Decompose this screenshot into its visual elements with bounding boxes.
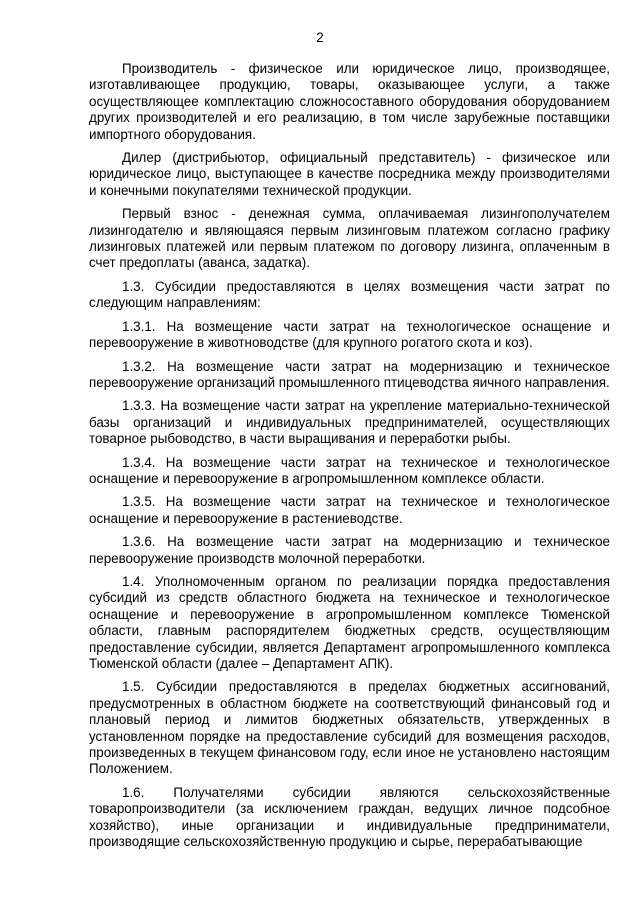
paragraph-1-6: 1.6. Получателями субсидии являются сельскохозяйственные товаропроизводители (за исключением граждан, ведущих личное подсобное хозяйство), иные организации и индивидуальные предприниматели, производящие сельскохозяйственную продукцию и сырье, перерабатывающие <box>89 784 610 850</box>
paragraph-1-3-5: 1.3.5. На возмещение части затрат на техническое и технологическое оснащение и перевооружение в растениеводстве. <box>89 494 610 526</box>
paragraph-1-3-1: 1.3.1. На возмещение части затрат на технологическое оснащение и перевооружение в животноводстве (для крупного рогатого скота и коз). <box>89 318 610 351</box>
page-number: 2 <box>316 30 324 45</box>
document-body <box>89 61 610 857</box>
paragraph-1-4: 1.4. Уполномоченным органом по реализации порядка предоставления субсидий из средств областного бюджета на техническое и технологическое оснащение и перевооружение в агропромышленном комплексе Тюменской области, главным распорядителем бюджетных средств, осуществляющим предоставление субсидии, является Департамент агропромышленного комплекса Тюменской области (далее – Департамент АПК). <box>89 573 610 671</box>
paragraph-1-5: 1.5. Субсидии предоставляются в пределах бюджетных ассигнований, предусмотренных в областном бюджете на соответствующий финансовый год и плановый период и лимитов бюджетных обязательств, утвержденных в установленном порядке на предоставление субсидий для возмещения расходов, произведенных в текущем финансовом году, если иное не установлено настоящим Положением. <box>89 679 610 777</box>
paragraph-first-payment-definition: Первый взнос - денежная сумма, оплачиваемая лизингополучателем лизингодателю и являющаяся первым лизинговым платежом согласно графику лизинговых платежей или первым платежом по договору лизинга, оплаченным в счет предоплаты (аванса, задатка). <box>89 206 610 271</box>
paragraph-1-3-3: 1.3.3. На возмещение части затрат на укрепление материально-технической базы организаций и индивидуальных предпринимателей, осуществляющих товарное рыбоводство, в части выращивания и переработки рыбы. <box>89 398 610 447</box>
paragraph-1-3: 1.3. Субсидии предоставляются в целях возмещения части затрат по следующим направлениям: <box>89 278 610 311</box>
paragraph-1-3-2: 1.3.2. На возмещение части затрат на модернизацию и техническое перевооружение организаций промышленного птицеводства яичного направления. <box>89 358 610 390</box>
paragraph-1-3-4: 1.3.4. На возмещение части затрат на техническое и технологическое оснащение и перевооружение в агропромышленном комплексе области. <box>89 454 610 486</box>
paragraph-1-3-6: 1.3.6. На возмещение части затрат на модернизацию и техническое перевооружение производств молочной переработки. <box>89 534 610 566</box>
paragraph-dealer-definition: Дилер (дистрибьютор, официальный представитель) - физическое или юридическое лицо, выступающее в качестве посредника между производителями и конечными покупателями технической продукции. <box>89 150 610 198</box>
paragraph-manufacturer-definition: Производитель - физическое или юридическое лицо, производящее, изготавливающее продукцию, товары, оказывающее услуги, а также осуществляющее комплектацию сложносоставного оборудования оборудованием других производителей и его реализацию, в том числе зарубежные поставщики импортного оборудования. <box>89 61 610 142</box>
